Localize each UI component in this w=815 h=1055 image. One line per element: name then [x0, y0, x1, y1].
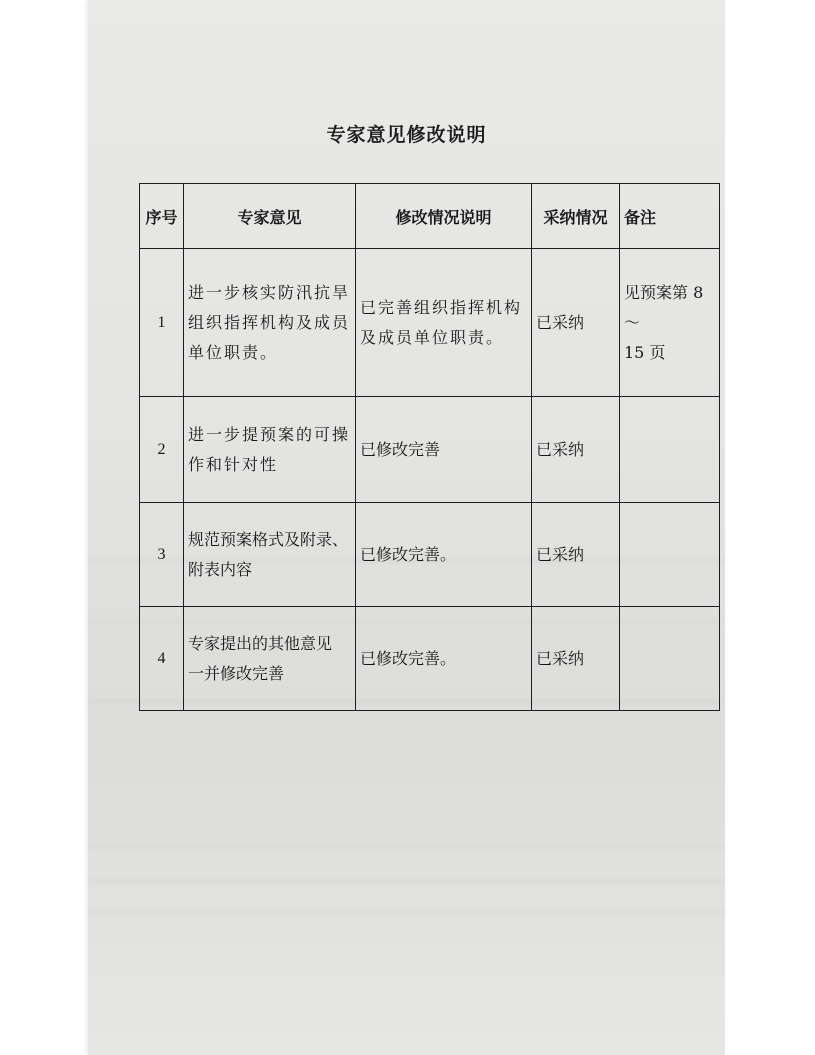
opinion-line: 规范预案格式及附录、: [188, 529, 349, 549]
table-row: [140, 607, 720, 711]
opinion-line: 单位职责。: [188, 342, 279, 362]
header-revision-notes: 修改情况说明: [356, 184, 532, 249]
revision-cell: 已修改完善。: [356, 607, 532, 711]
expert-opinions-table: [139, 183, 720, 711]
header-expert-opinion: 专家意见: [184, 184, 356, 249]
opinion-cell: [184, 397, 356, 503]
row-number: 1: [140, 249, 184, 397]
document-title: 专家意见修改说明: [326, 124, 487, 146]
opinion-line: 组织指挥机构及成员: [188, 312, 351, 332]
revision-cell: 已修改完善: [356, 397, 532, 503]
revision-line: 及成员单位职责。: [360, 327, 505, 347]
header-remarks: 备注: [620, 184, 720, 249]
revision-cell: 已修改完善。: [356, 503, 532, 607]
revision-line: 已完善组织指挥机构: [360, 297, 523, 317]
remark-cell: [620, 249, 720, 397]
remark-cell: [620, 607, 720, 711]
table-row: [140, 397, 720, 503]
opinion-line: 专家提出的其他意见: [188, 633, 333, 653]
table-header-row: [140, 184, 720, 249]
remark-line: 15 页: [624, 342, 666, 362]
row-number: 4: [140, 607, 184, 711]
table-row: [140, 503, 720, 607]
opinion-line: 进一步核实防汛抗旱: [188, 282, 351, 302]
row-number: 3: [140, 503, 184, 607]
revision-cell: [356, 249, 532, 397]
header-serial-number: 序号: [140, 184, 184, 249]
adoption-cell: 已采纳: [532, 249, 620, 397]
adoption-cell: 已采纳: [532, 397, 620, 503]
opinion-line: 作和针对性: [188, 454, 279, 474]
table-row: [140, 249, 720, 397]
opinion-cell: [184, 503, 356, 607]
opinion-line: 一并修改完善: [188, 663, 285, 683]
opinion-cell: [184, 607, 356, 711]
opinion-line: 进一步提预案的可操: [188, 424, 351, 444]
bleed-through-line: [88, 880, 725, 882]
opinion-cell: [184, 249, 356, 397]
adoption-cell: 已采纳: [532, 503, 620, 607]
row-number: 2: [140, 397, 184, 503]
adoption-cell: 已采纳: [532, 607, 620, 711]
bleed-through-line: [88, 845, 725, 847]
header-adoption-status: 采纳情况: [532, 184, 620, 249]
remark-cell: [620, 397, 720, 503]
opinion-line: 附表内容: [188, 559, 253, 579]
bleed-through-line: [88, 912, 725, 914]
remark-line: 见预案第 8～: [624, 282, 704, 332]
remark-cell: [620, 503, 720, 607]
